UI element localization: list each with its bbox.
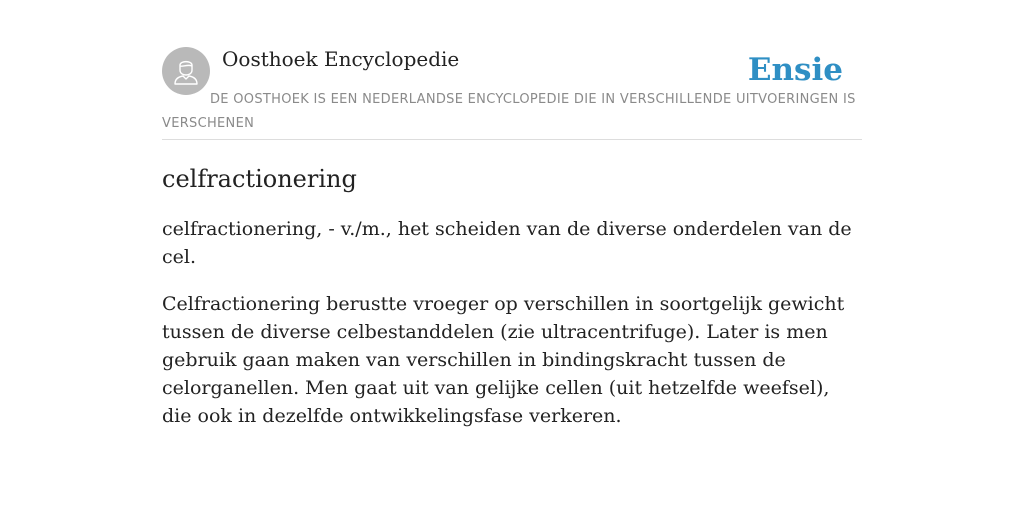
source-header — [162, 46, 862, 140]
article-title: celfractionering — [162, 165, 357, 193]
page — [162, 0, 862, 430]
source-name[interactable]: Oosthoek Encyclopedie — [222, 47, 460, 71]
brand-logo[interactable]: Ensie — [747, 52, 843, 88]
article-definition: celfractionering, - v./m., het scheiden van de diverse onderdelen van de cel. — [162, 218, 852, 268]
source-tagline: DE OOSTHOEK IS EEN NEDERLANDSE ENCYCLOPEDIE DIE IN VERSCHILLENDE UITVOERINGEN IS VERSCHENEN — [162, 92, 856, 131]
user-silhouette-icon — [171, 56, 201, 86]
article-body: Celfractionering berustte vroeger op verschillen in soortgelijk gewicht tussen de diverse celbestanddelen (zie ultracentrifuge). Later is men gebruik gaan maken van verschillen in bindingskracht tussen de celorganellen. Men gaat uit van gelijke cellen (uit hetzelfde weefsel), die ook in dezelfde ontwikkelingsfase verkeren. — [162, 293, 845, 427]
